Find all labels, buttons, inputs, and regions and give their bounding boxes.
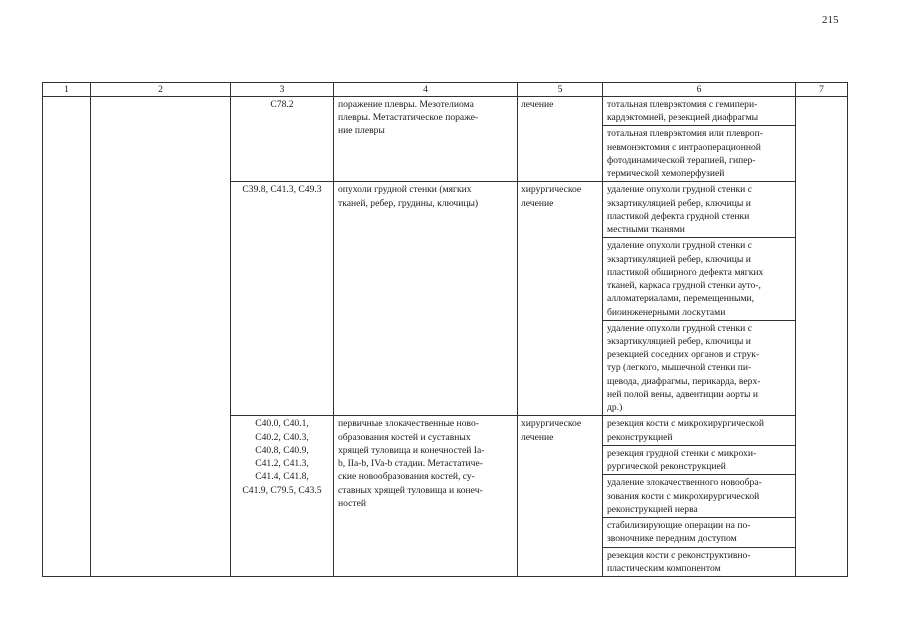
- treatment-type-line: лечение: [521, 431, 554, 443]
- diagnosis-text: [334, 416, 518, 577]
- surgical-method: [603, 475, 796, 518]
- surgical-method-line: тканей, каркаса грудной стенки ауто-,: [607, 280, 761, 292]
- surgical-method-line: экзартикуляцией ребер, ключицы и: [607, 335, 751, 347]
- diagnosis-text-line: тканей, ребер, грудины, ключицы): [338, 197, 479, 209]
- column-header: 7: [796, 83, 848, 97]
- column-header: 5: [518, 83, 603, 97]
- icd-codes: [231, 97, 334, 182]
- column-header: 2: [91, 83, 231, 97]
- medical-procedures-table: [42, 82, 848, 577]
- surgical-method: [603, 126, 796, 182]
- surgical-method-line: тур (легкого, мышечной стенки пи-: [607, 362, 752, 374]
- diagnosis-text-line: ставных хрящей туловища и конеч-: [338, 484, 483, 496]
- surgical-method: [603, 182, 796, 238]
- icd-codes-line: C41.2, C41.3,: [255, 458, 309, 470]
- surgical-method: [603, 547, 796, 576]
- surgical-method: [603, 416, 796, 445]
- surgical-method-line: фотодинамической терапией, гипер-: [607, 154, 756, 166]
- icd-codes-line: C39.8, C41.3, C49.3: [242, 184, 322, 196]
- surgical-method: [603, 445, 796, 474]
- surgical-method-line: невмонэктомия с интраоперационной: [607, 141, 761, 153]
- surgical-method-line: тотальная плеврэктомия с гемипери-: [607, 99, 758, 110]
- icd-codes: [231, 182, 334, 416]
- treatment-type-line: хирургическое: [521, 184, 582, 196]
- column-1-cell: [43, 97, 91, 577]
- icd-codes-line: C41.9, C79.5, C43.5: [242, 484, 322, 496]
- column-header: 6: [603, 83, 796, 97]
- icd-codes-line: C40.2, C40.3,: [255, 431, 309, 443]
- column-header: 3: [231, 83, 334, 97]
- surgical-method-line: резекция кости с микрохирургической: [607, 418, 764, 430]
- diagnosis-text-line: плевры. Метастатическое пораже-: [338, 112, 479, 124]
- surgical-method-line: местными тканями: [607, 224, 685, 236]
- surgical-method-line: реконструкцией: [607, 431, 673, 443]
- surgical-method-line: рургической реконструкцией: [607, 461, 726, 473]
- diagnosis-text-line: b, IIa-b, IVa-b стадии. Метастатиче-: [338, 458, 483, 470]
- surgical-method-line: экзартикуляцией ребер, ключицы и: [607, 197, 751, 209]
- treatment-type: [518, 182, 603, 416]
- surgical-method-line: щевода, диафрагмы, перикарда, верх-: [607, 375, 761, 387]
- surgical-method-line: ней полой вены, адвентиции аорты и: [607, 388, 758, 400]
- diagnosis-text: [334, 97, 518, 182]
- column-header: 4: [334, 83, 518, 97]
- table-row: [43, 97, 848, 126]
- surgical-method-line: зования кости с микрохирургической: [607, 490, 760, 502]
- icd-codes: [231, 416, 334, 577]
- treatment-type-line: хирургическое: [521, 418, 582, 430]
- surgical-method-line: реконструкцией нерва: [607, 503, 698, 515]
- diagnosis-text: [334, 182, 518, 416]
- treatment-type: [518, 416, 603, 577]
- surgical-method-line: экзартикуляцией ребер, ключицы и: [607, 253, 751, 265]
- surgical-method: [603, 320, 796, 416]
- table-body: [43, 97, 848, 577]
- treatment-type-line: лечение: [521, 197, 554, 209]
- surgical-method: [603, 97, 796, 126]
- surgical-method: [603, 238, 796, 320]
- surgical-method-line: биоинженерными лоскутами: [607, 306, 726, 318]
- icd-codes-line: C41.4, C41.8,: [255, 471, 309, 483]
- icd-codes-line: C40.8, C40.9,: [255, 444, 309, 456]
- surgical-method-line: удаление опухоли грудной стенки с: [607, 240, 752, 252]
- surgical-method-line: удаление опухоли грудной стенки с: [607, 184, 752, 196]
- surgical-method-line: тотальная плеврэктомия или плевроп-: [607, 128, 763, 140]
- surgical-method-line: пластическим компонентом: [607, 562, 721, 574]
- diagnosis-text-line: поражение плевры. Мезотелиома: [338, 99, 474, 110]
- surgical-method-line: пластикой дефекта грудной стенки: [607, 210, 750, 222]
- diagnosis-text-line: ние плевры: [338, 125, 385, 137]
- surgical-method-line: удаление опухоли грудной стенки с: [607, 322, 752, 334]
- surgical-method: [603, 518, 796, 547]
- diagnosis-text-line: хрящей туловища и конечностей Ia-: [338, 444, 485, 456]
- column-2-cell: [91, 97, 231, 577]
- surgical-method-line: термической хемоперфузией: [607, 168, 725, 180]
- diagnosis-text-line: первичные злокачественные ново-: [338, 418, 479, 430]
- diagnosis-text-line: образования костей и суставных: [338, 431, 471, 443]
- column-7-cell: [796, 97, 848, 577]
- column-header: 1: [43, 83, 91, 97]
- surgical-method-line: резекцией соседних органов и струк-: [607, 349, 760, 361]
- column-number-row: [43, 83, 848, 97]
- surgical-method-line: алломатериалами, перемещенными,: [607, 293, 755, 305]
- diagnosis-text-line: опухоли грудной стенки (мягких: [338, 184, 472, 196]
- surgical-method-line: пластикой обширного дефекта мягких: [607, 266, 764, 278]
- surgical-method-line: кардэктомией, резекцией диафрагмы: [607, 112, 759, 124]
- diagnosis-text-line: ностей: [338, 497, 367, 509]
- diagnosis-text-line: ские новообразования костей, су-: [338, 471, 475, 483]
- icd-codes-line: C78.2: [270, 99, 294, 110]
- surgical-method-line: удаление злокачественного новообра-: [607, 477, 762, 489]
- icd-codes-line: C40.0, C40.1,: [255, 418, 309, 430]
- page-number: 215: [822, 14, 839, 26]
- treatment-type: [518, 97, 603, 182]
- surgical-method-line: резекция грудной стенки с микрохи-: [607, 447, 757, 459]
- surgical-method-line: др.): [607, 402, 623, 414]
- treatment-type-line: лечение: [521, 99, 554, 110]
- surgical-method-line: звоночнике передним доступом: [607, 533, 737, 545]
- surgical-method-line: резекция кости с реконструктивно-: [607, 549, 751, 561]
- surgical-method-line: стабилизирующие операции на по-: [607, 520, 751, 532]
